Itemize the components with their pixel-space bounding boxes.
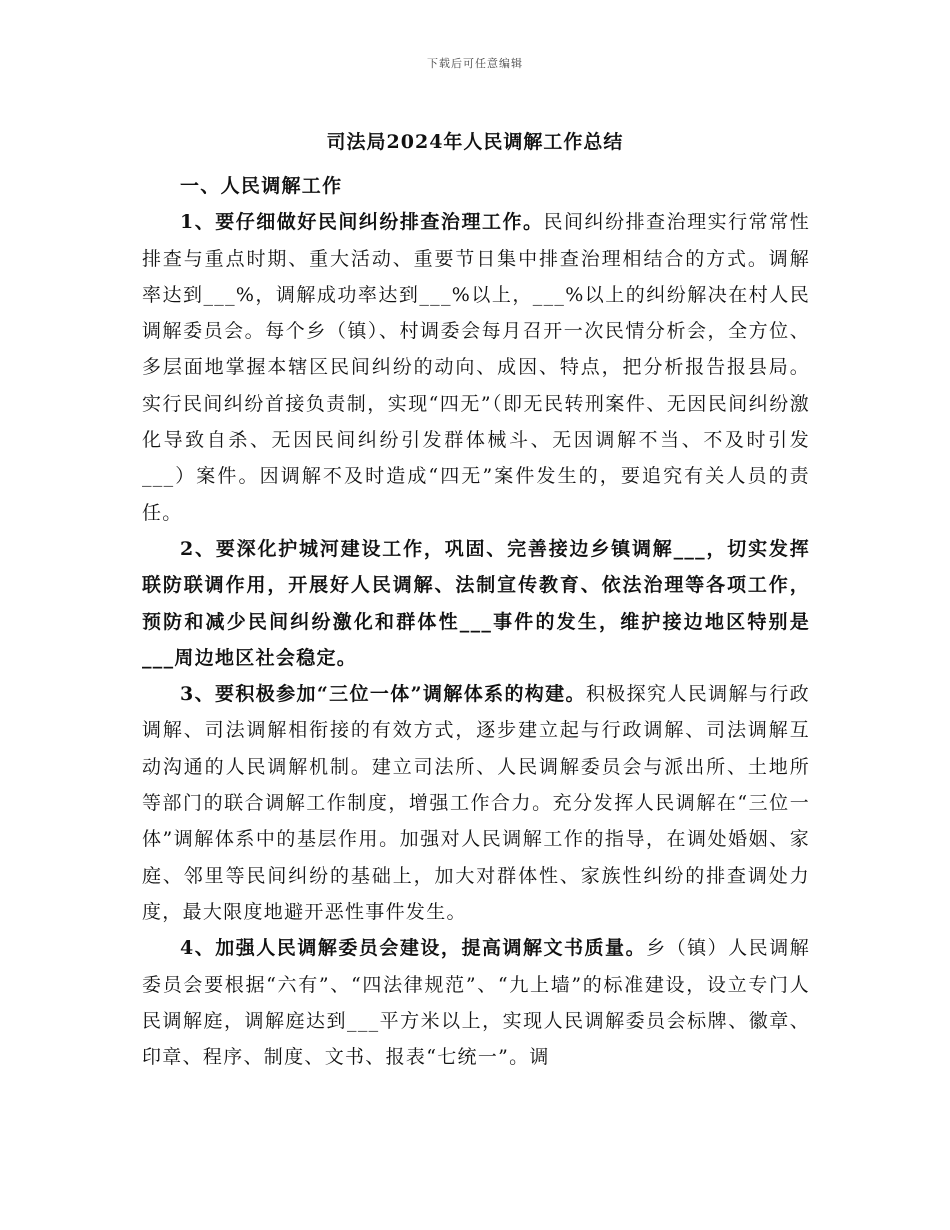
paragraph-text: 乡（镇）人民调解委员会要根据“六有”、“四法律规范”、“九上墙”的标准建设，设立专门人民调解庭，调解庭达到___平方米以上，实现人民调解委员会标牌、徽章、印章、程序、制度、文书、报表“七统一”。调 [142,937,811,1069]
header-note: 下载后可任意编辑 [427,57,523,70]
paragraph-item-3 [142,676,810,930]
document-body [142,168,810,1075]
paragraph-lead: 4、加强人民调解委员会建设，提高调解文书质量。 [180,937,647,960]
paragraph-item-4 [142,930,810,1075]
paragraph-lead: 3、要积极参加“三位一体”调解体系的构建。 [180,683,586,706]
document-title: 司法局2024年人民调解工作总结 [326,131,624,153]
section-heading: 一、人民调解工作 [180,175,343,197]
paragraph-text: 积极探究人民调解与行政调解、司法调解相衔接的有效方式，逐步建立起与行政调解、司法调解互动沟通的人民调解机制。建立司法所、人民调解委员会与派出所、土地所等部门的联合调解工作制度，增强工作合力。充分发挥人民调解在“三位一体”调解体系中的基层作用。加强对人民调解工作的指导，在调处婚姻、家庭、邻里等民间纠纷的基础上，加大对群体性、家族性纠纷的排查调处力度，最大限度地避开恶性事件发生。 [142,683,810,923]
paragraph-item-1 [142,204,810,531]
paragraph-text: 2、要深化护城河建设工作，巩固、完善接边乡镇调解___，切实发挥联防联调作用，开展好人民调解、法制宣传教育、依法治理等各项工作，预防和减少民间纠纷激化和群体性___事件的发生，维护接边地区特别是___周边地区社会稳定。 [142,537,810,669]
paragraph-item-2 [142,531,810,676]
paragraph-text: 民间纠纷排查治理实行常常性排查与重点时期、重大活动、重要节日集中排查治理相结合的方式。调解率达到___%，调解成功率达到___%以上，___%以上的纠纷解决在村人民调解委员会。每个乡（镇）、村调委会每月召开一次民情分析会，全方位、多层面地掌握本辖区民间纠纷的动向、成因、特点，把分析报告报县局。实行民间纠纷首接负责制，实现“四无”（即无民转刑案件、无因民间纠纷激化导致自杀、无因民间纠纷引发群体械斗、无因调解不当、不及时引发___）案件。因调解不及时造成“四无”案件发生的，要追究有关人员的责任。 [142,211,811,524]
paragraph-lead: 1、要仔细做好民间纠纷排查治理工作。 [180,211,544,234]
